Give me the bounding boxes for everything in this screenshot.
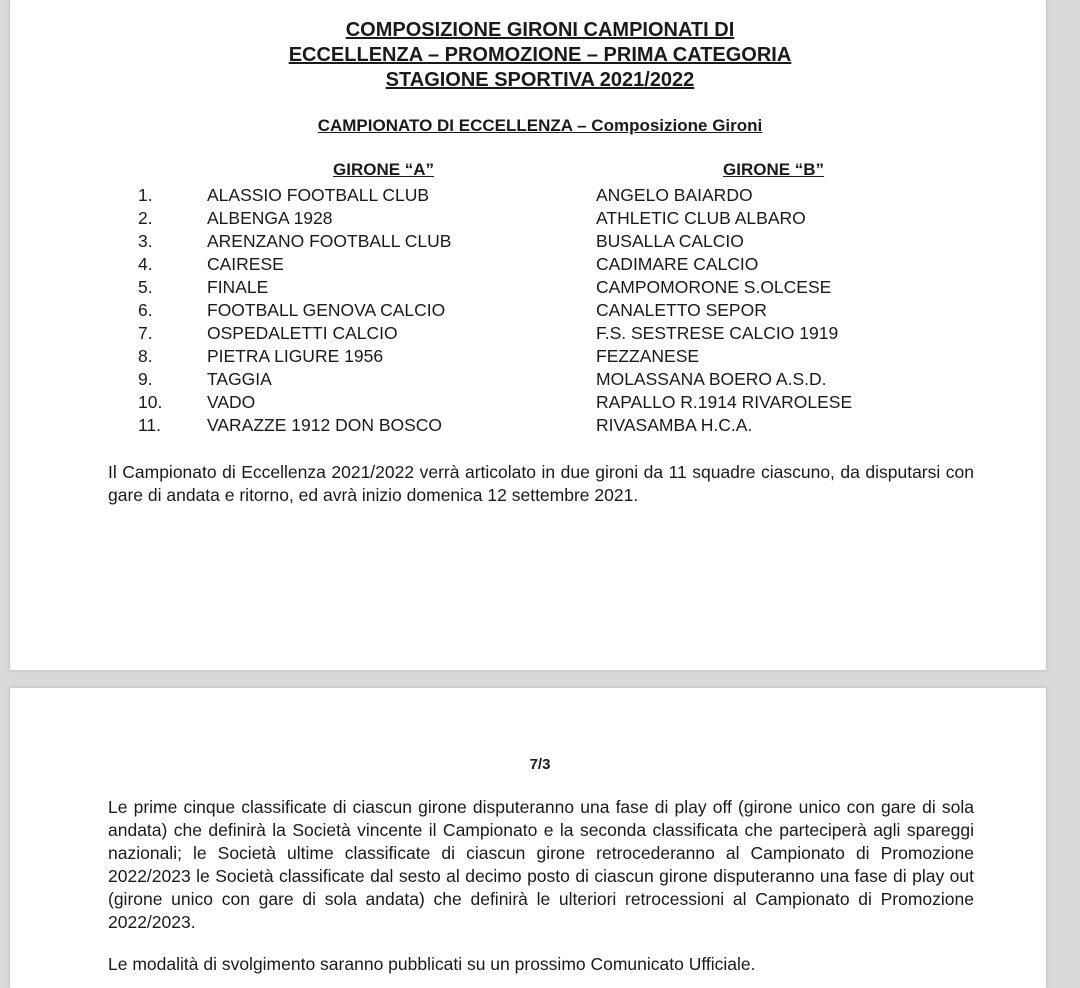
team-girone-b: CANALETTO SEPOR <box>596 300 767 320</box>
team-girone-b: RAPALLO R.1914 RIVAROLESE <box>596 392 853 412</box>
team-girone-b: MOLASSANA BOERO A.S.D. <box>596 369 827 389</box>
table-row <box>10 391 1046 414</box>
playoff-rules-paragraph: Le prime cinque classificate di ciascun girone disputeranno una fase di play off (girone unico con gare di sola andata) che definirà la Società vincente il Campionato e la seconda classificata che parteciperà agli spareggi nazionali; le Società ultime classificate di ciascun girone retrocederanno al Campionato di Promozione 2022/2023 le Società classificate dal sesto al decimo posto di ciascun girone disputeranno una fase di play out (girone unico con gare di sola andata) che definirà le ulteriori retrocessioni al Campionato di Promozione 2022/2023. <box>108 797 974 932</box>
team-girone-b: F.S. SESTRESE CALCIO 1919 <box>596 323 839 343</box>
table-row <box>10 230 1046 253</box>
team-girone-a: FOOTBALL GENOVA CALCIO <box>207 300 446 320</box>
team-girone-b: CAMPOMORONE S.OLCESE <box>596 277 832 297</box>
team-girone-a: ALBENGA 1928 <box>207 208 333 228</box>
table-row <box>10 299 1046 322</box>
row-number: 11. <box>138 415 162 435</box>
table-row <box>10 414 1046 437</box>
row-number: 4. <box>138 254 153 274</box>
row-number: 10. <box>138 392 163 412</box>
team-girone-a: ALASSIO FOOTBALL CLUB <box>207 185 430 205</box>
table-row <box>10 184 1046 207</box>
team-girone-a: FINALE <box>207 277 269 297</box>
team-girone-a: VADO <box>207 392 256 412</box>
table-row <box>10 322 1046 345</box>
team-girone-a: PIETRA LIGURE 1956 <box>207 346 384 366</box>
row-number: 7. <box>138 323 153 343</box>
girone-a-header: GIRONE “A” <box>333 160 435 179</box>
table-row <box>10 253 1046 276</box>
table-row <box>10 276 1046 299</box>
team-girone-b: RIVASAMBA H.C.A. <box>596 415 753 435</box>
document-page-1 <box>10 0 1046 670</box>
section-subtitle: CAMPIONATO DI ECCELLENZA – Composizione Gironi <box>317 116 763 135</box>
team-girone-b: CADIMARE CALCIO <box>596 254 759 274</box>
row-number: 5. <box>138 277 153 297</box>
row-number: 3. <box>138 231 153 251</box>
document-title-line-2: ECCELLENZA – PROMOZIONE – PRIMA CATEGORIA <box>288 44 792 66</box>
document-title-line-3: STAGIONE SPORTIVA 2021/2022 <box>385 69 695 91</box>
row-number: 9. <box>138 369 153 389</box>
girone-b-header: GIRONE “B” <box>723 160 825 179</box>
table-row <box>10 207 1046 230</box>
document-page-2 <box>10 688 1046 988</box>
row-number: 6. <box>138 300 153 320</box>
row-number: 8. <box>138 346 153 366</box>
row-number: 2. <box>138 208 153 228</box>
team-girone-a: ARENZANO FOOTBALL CLUB <box>207 231 452 251</box>
team-girone-b: BUSALLA CALCIO <box>596 231 744 251</box>
table-row <box>10 368 1046 391</box>
document-title-line-1: COMPOSIZIONE GIRONI CAMPIONATI DI <box>345 19 735 41</box>
team-girone-a: CAIRESE <box>207 254 284 274</box>
team-girone-b: ANGELO BAIARDO <box>596 185 753 205</box>
eccellenza-description-paragraph: Il Campionato di Eccellenza 2021/2022 verrà articolato in due gironi da 11 squadre ciascuno, da disputarsi con gare di andata e ritorno, ed avrà inizio domenica 12 settembre 2021. <box>108 462 974 505</box>
team-girone-a: VARAZZE 1912 DON BOSCO <box>207 415 443 435</box>
team-girone-b: ATHLETIC CLUB ALBARO <box>596 208 806 228</box>
team-girone-a: OSPEDALETTI CALCIO <box>207 323 398 343</box>
page-number: 7/3 <box>529 756 551 773</box>
team-girone-a: TAGGIA <box>207 369 272 389</box>
team-girone-b: FEZZANESE <box>596 346 700 366</box>
row-number: 1. <box>138 185 153 205</box>
official-notice-paragraph: Le modalità di svolgimento saranno pubblicati su un prossimo Comunicato Ufficiale. <box>108 954 756 974</box>
table-row <box>10 345 1046 368</box>
